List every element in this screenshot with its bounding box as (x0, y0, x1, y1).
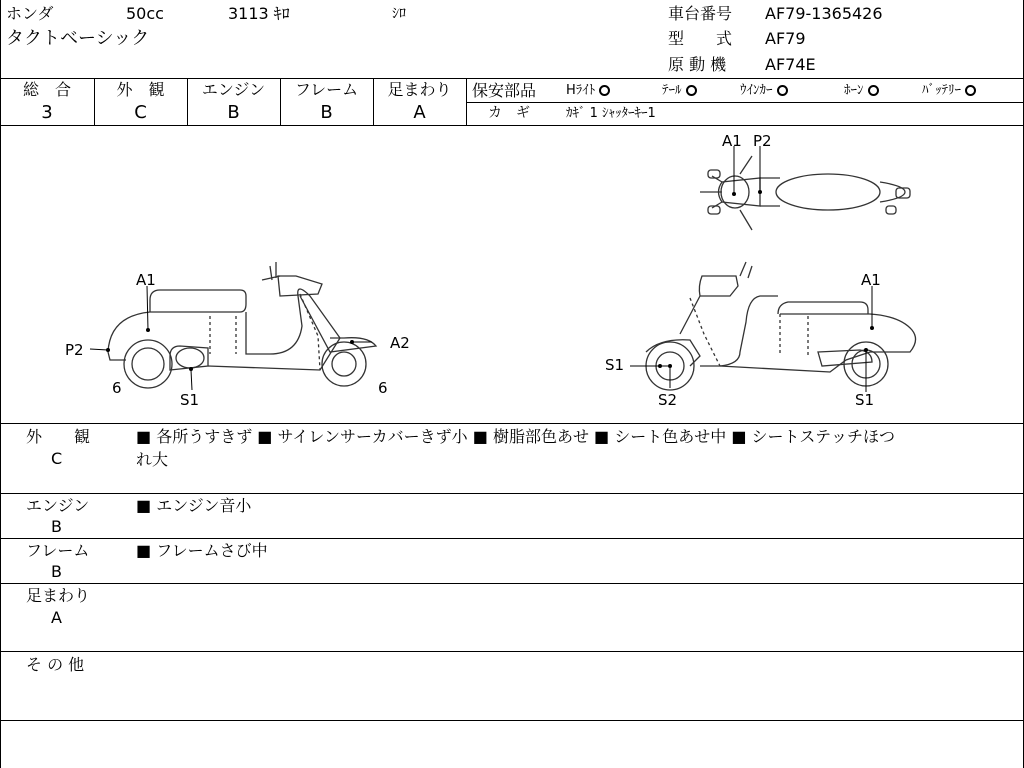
right-label-s1b: S1 (855, 391, 875, 409)
note-frame-label: フレーム (26, 541, 90, 560)
circle-mark-icon (868, 85, 879, 96)
safety-item-tail (662, 84, 697, 97)
top-label-a1: A1 (722, 132, 742, 150)
right-label-s2: S2 (658, 391, 678, 409)
safety-item-name: ﾊﾞｯﾃﾘｰ (922, 83, 961, 98)
divider-note5 (0, 720, 1024, 721)
key-value: ｶｷﾞ 1 ｼｬｯﾀｰｷｰ1 (566, 106, 656, 121)
circle-mark-icon (686, 85, 697, 96)
grade-engine-label: エンジン (201, 80, 266, 99)
divider-note4 (0, 651, 1024, 652)
note-engine-grade: B (51, 517, 62, 536)
right-label-s1a: S1 (605, 356, 625, 374)
maker: ホンダ (6, 4, 54, 23)
divider-diagram (0, 423, 1024, 424)
frame-no-label: 車台番号 (668, 4, 733, 23)
leader-lines (90, 146, 872, 392)
safety-item-headlight (566, 84, 610, 97)
left-label-6a: 6 (112, 379, 122, 397)
grade-engine-value: B (227, 102, 240, 123)
grade-exterior-label: 外 観 (116, 80, 165, 99)
divider-note3 (0, 583, 1024, 584)
scooter-diagram (0, 126, 1024, 423)
displacement: 50cc (126, 4, 164, 23)
divider-header (0, 78, 1024, 79)
note-frame-grade: B (51, 562, 62, 581)
grade-frame-label: フレーム (294, 80, 359, 99)
safety-item-horn (844, 84, 879, 97)
safety-item-name: Hﾗｲﾄ (566, 83, 596, 98)
divider-safety (466, 102, 1024, 103)
safety-item-winker (740, 84, 788, 97)
key-label: カ ギ (488, 105, 530, 121)
model-type: AF79 (765, 29, 806, 48)
divider-note2 (0, 538, 1024, 539)
grade-exterior-value: C (134, 102, 147, 123)
mileage: 3113 ｷﾛ (228, 4, 290, 23)
grade-suspension-value: A (413, 102, 426, 123)
grade-frame-value: B (320, 102, 333, 123)
circle-mark-icon (599, 85, 610, 96)
note-exterior-text-cont: れ大 (136, 450, 169, 469)
engine-label: 原 動 機 (668, 55, 727, 74)
model-name: タクトベーシック (6, 28, 150, 49)
safety-item-battery (922, 84, 976, 97)
note-suspension-label: 足まわり (26, 586, 91, 605)
circle-mark-icon (965, 85, 976, 96)
safety-item-name: ﾎｰﾝ (844, 83, 864, 98)
note-engine-label: エンジン (26, 496, 90, 515)
scooter-top-view (700, 156, 910, 230)
note-suspension-grade: A (51, 608, 62, 627)
divider-note1 (0, 493, 1024, 494)
circle-mark-icon (777, 85, 788, 96)
color: ｼﾛ (392, 6, 406, 22)
left-label-p2: P2 (65, 341, 84, 359)
grade-total-value: 3 (41, 102, 53, 123)
top-label-p2: P2 (753, 132, 772, 150)
frame-no: AF79-1365426 (765, 4, 883, 23)
note-exterior-grade: C (51, 449, 63, 468)
grade-sep-5 (466, 78, 467, 125)
grade-suspension-label: 足まわり (387, 80, 452, 99)
note-frame-text: ■ フレームさび中 (136, 541, 268, 560)
note-other-label: そ の 他 (26, 655, 85, 674)
grade-total-label: 総 合 (22, 80, 71, 99)
safety-label: 保安部品 (472, 81, 537, 100)
model-type-label: 型 式 (668, 29, 733, 48)
safety-item-name: ｳｲﾝｶｰ (740, 83, 773, 98)
safety-item-name: ﾃｰﾙ (662, 83, 682, 98)
note-engine-text: ■ エンジン音小 (136, 496, 252, 515)
engine-type: AF74E (765, 55, 816, 74)
note-exterior-label: 外 観 (26, 427, 91, 446)
note-exterior-text: ■ 各所うすきず ■ サイレンサーカバーきず小 ■ 樹脂部色あせ ■ シート色あせ中 ■ シートステッチほつ (136, 427, 896, 446)
right-label-a1: A1 (861, 271, 881, 289)
left-label-6b: 6 (378, 379, 388, 397)
left-label-s1: S1 (180, 391, 200, 409)
left-label-a1: A1 (136, 271, 156, 289)
left-label-a2: A2 (390, 334, 410, 352)
